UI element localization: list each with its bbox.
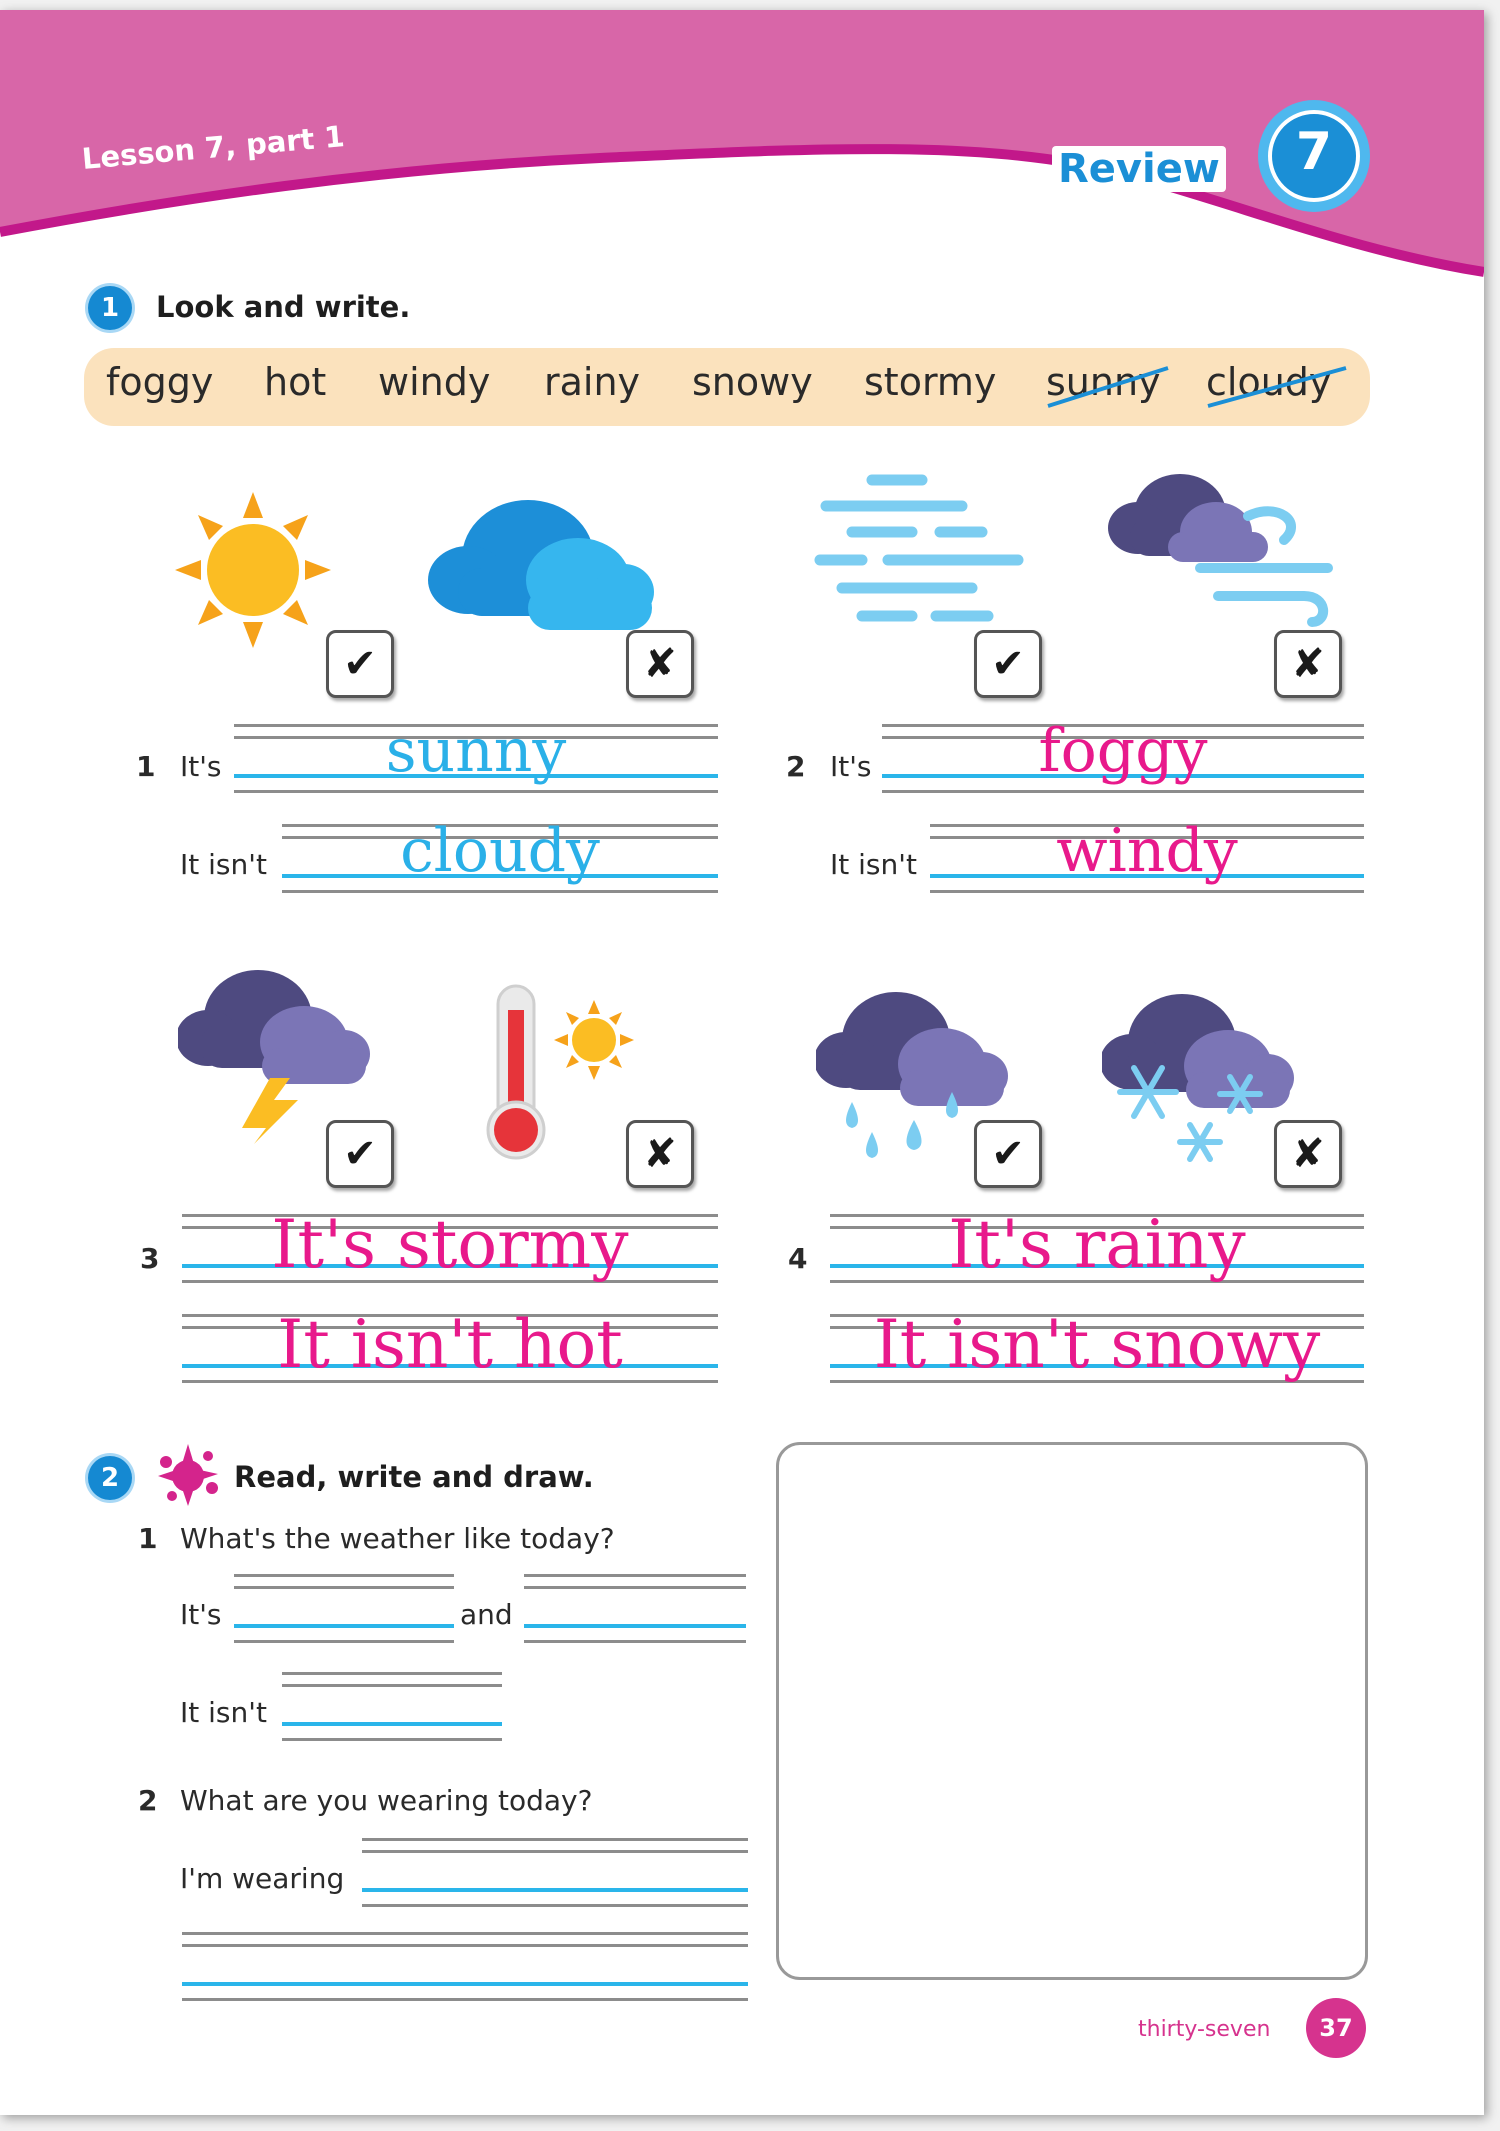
item-3-answer: It's stormy	[271, 1206, 629, 1283]
cross-box-2: ✘	[1274, 630, 1342, 698]
q1-its-label: It's	[180, 1598, 222, 1631]
q2-number: 2	[138, 1784, 158, 1817]
item-3-neg-answer: It isn't hot	[277, 1306, 623, 1383]
page-number-word: thirty-seven	[1138, 2017, 1271, 2042]
wind-icon	[1108, 462, 1348, 632]
check-box-4: ✔	[974, 1120, 1042, 1188]
item-1-neg-writing-line	[282, 816, 718, 896]
strike-cloudy-icon	[1202, 356, 1352, 416]
exercise-1-title: Look and write.	[156, 290, 411, 324]
item-1-writing-line	[234, 716, 718, 796]
item-2-number: 2	[786, 750, 806, 783]
q1-answer-line-2[interactable]	[524, 1566, 746, 1646]
item-3-neg-writing-line	[182, 1306, 718, 1386]
cross-box-3: ✘	[626, 1120, 694, 1188]
word-windy: windy	[378, 360, 491, 404]
item-4-writing-line	[830, 1206, 1364, 1286]
fog-icon	[812, 470, 1032, 630]
check-box-2: ✔	[974, 630, 1042, 698]
cross-box-4: ✘	[1274, 1120, 1342, 1188]
q2-answer-line-2[interactable]	[182, 1924, 748, 2004]
item-4-answer: It's rainy	[948, 1206, 1246, 1283]
item-2-neg-writing-line	[930, 816, 1364, 896]
exercise-1-number: 1	[88, 286, 132, 330]
page-number: 37	[1306, 1998, 1366, 2058]
unit-number: 7	[1295, 122, 1333, 182]
q1-question: What's the weather like today?	[180, 1522, 615, 1555]
word-rainy: rainy	[544, 360, 641, 404]
q1-isnt-label: It isn't	[180, 1696, 267, 1729]
check-box-1: ✔	[326, 630, 394, 698]
item-3-writing-line	[182, 1206, 718, 1286]
q1-and-label: and	[460, 1598, 513, 1631]
item-2-writing-line	[882, 716, 1364, 796]
item-4-neg-writing-line	[830, 1306, 1364, 1386]
word-foggy: foggy	[106, 360, 214, 404]
word-stormy: stormy	[864, 360, 997, 404]
item-2-answer: foggy	[1038, 716, 1208, 786]
item-2-prefix: It's	[830, 750, 872, 783]
check-box-3: ✔	[326, 1120, 394, 1188]
word-bank	[84, 348, 1370, 426]
q1-answer-line-1[interactable]	[234, 1566, 454, 1646]
word-sunny-crossed: sunny	[1046, 360, 1161, 404]
drawing-box[interactable]	[776, 1442, 1368, 1980]
item-1-neg-prefix: It isn't	[180, 848, 267, 881]
review-label: Review	[1052, 146, 1226, 192]
paint-splash-icon	[154, 1442, 220, 1508]
word-snowy: snowy	[692, 360, 813, 404]
item-4-number: 4	[788, 1242, 808, 1275]
item-2-neg-answer: windy	[1056, 816, 1238, 886]
cloud-icon	[428, 488, 658, 638]
item-1-answer: sunny	[385, 716, 567, 786]
lesson-label: Lesson 7, part 1	[80, 119, 346, 176]
q2-question: What are you wearing today?	[180, 1784, 593, 1817]
sun-icon	[168, 490, 338, 650]
word-cloudy-crossed: cloudy	[1206, 360, 1332, 404]
q2-answer-line-1[interactable]	[362, 1830, 748, 1910]
item-1-neg-answer: cloudy	[400, 816, 600, 886]
item-1-number: 1	[136, 750, 156, 783]
word-hot: hot	[264, 360, 327, 404]
item-4-neg-answer: It isn't snowy	[873, 1306, 1321, 1383]
exercise-2-title: Read, write and draw.	[234, 1460, 594, 1494]
item-2-neg-prefix: It isn't	[830, 848, 917, 881]
q2-wearing-label: I'm wearing	[180, 1862, 345, 1895]
snow-icon	[1102, 982, 1302, 1172]
strike-sunny-icon	[1042, 356, 1174, 416]
workbook-page	[0, 10, 1484, 2115]
item-1-prefix: It's	[180, 750, 222, 783]
exercise-2-number: 2	[88, 1456, 132, 1500]
cross-box-1: ✘	[626, 630, 694, 698]
q1-number: 1	[138, 1522, 158, 1555]
item-3-number: 3	[140, 1242, 160, 1275]
q1-answer-line-3[interactable]	[282, 1664, 502, 1744]
